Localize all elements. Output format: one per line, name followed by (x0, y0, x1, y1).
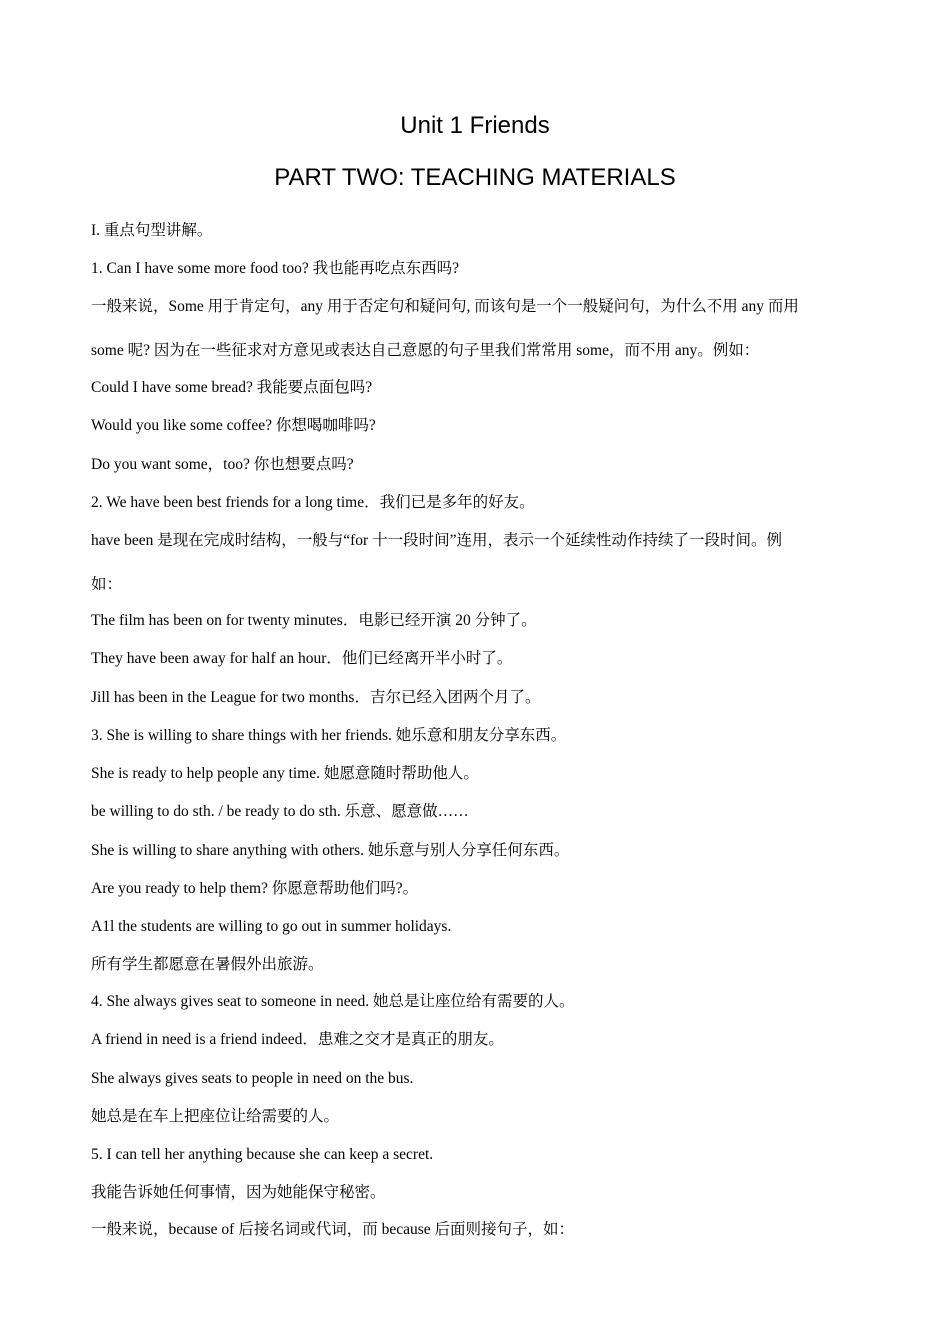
explanation-line: some 呢? 因为在一些征求对方意见或表达自己意愿的句子里我们常常用 some，而不用 any。例如： (91, 342, 760, 359)
sentence-item-heading: 3. She is willing to share things with her friends. 她乐意和朋友分享东西。 (91, 727, 567, 744)
document-subtitle: PART TWO: TEACHING MATERIALS (274, 164, 676, 191)
example-line: 她总是在车上把座位让给需要的人。 (91, 1108, 340, 1125)
explanation-line: have been 是现在完成时结构，一般与“for 十一段时间”连用，表示一个延续性动作持续了一段时间。例 (91, 532, 782, 549)
explanation-line: 一般来说，Some 用于肯定句，any 用于否定句和疑问句, 而该句是一个一般疑问句，为什么不用 any 而用 (91, 298, 799, 315)
sentence-item-heading: 1. Can I have some more food too? 我也能再吃点东西吗? (91, 260, 460, 277)
example-line: A1l the students are willing to go out in summer holidays. (91, 918, 452, 935)
sentence-item-heading: 4. She always gives seat to someone in need. 她总是让座位给有需要的人。 (91, 993, 575, 1010)
example-line: She always gives seats to people in need on the bus. (91, 1070, 414, 1087)
explanation-line: 如： (91, 576, 123, 593)
explanation-line: 一般来说，because of 后接名词或代词，而 because 后面则接句子，如： (91, 1221, 575, 1238)
section-heading: I. 重点句型讲解。 (91, 222, 213, 239)
example-line: Could I have some bread? 我能要点面包吗? (91, 379, 373, 396)
sentence-item-heading: 5. I can tell her anything because she can keep a secret. (91, 1146, 434, 1163)
example-line: The film has been on for twenty minutes．电影已经开演 20 分钟了。 (91, 612, 537, 629)
example-line: Would you like some coffee? 你想喝咖啡吗? (91, 417, 376, 434)
example-line: She is willing to share anything with others. 她乐意与别人分享任何东西。 (91, 842, 570, 859)
example-line: 所有学生都愿意在暑假外出旅游。 (91, 956, 324, 973)
example-line: A friend in need is a friend indeed．患难之交才是真正的朋友。 (91, 1031, 504, 1048)
example-line: She is ready to help people any time. 她愿意随时帮助他人。 (91, 765, 479, 782)
sentence-item-heading: 2. We have been best friends for a long time．我们已是多年的好友。 (91, 494, 535, 511)
document-title: Unit 1 Friends (400, 112, 550, 139)
explanation-line: be willing to do sth. / be ready to do sth. 乐意、愿意做…… (91, 803, 469, 820)
example-line: They have been away for half an hour．他们已经离开半小时了。 (91, 650, 513, 667)
example-line: Are you ready to help them? 你愿意帮助他们吗?。 (91, 880, 419, 897)
example-line: Jill has been in the League for two months．吉尔已经入团两个月了。 (91, 689, 541, 706)
example-line: 我能告诉她任何事情，因为她能保守秘密。 (91, 1184, 386, 1201)
example-line: Do you want some，too? 你也想要点吗? (91, 456, 354, 473)
